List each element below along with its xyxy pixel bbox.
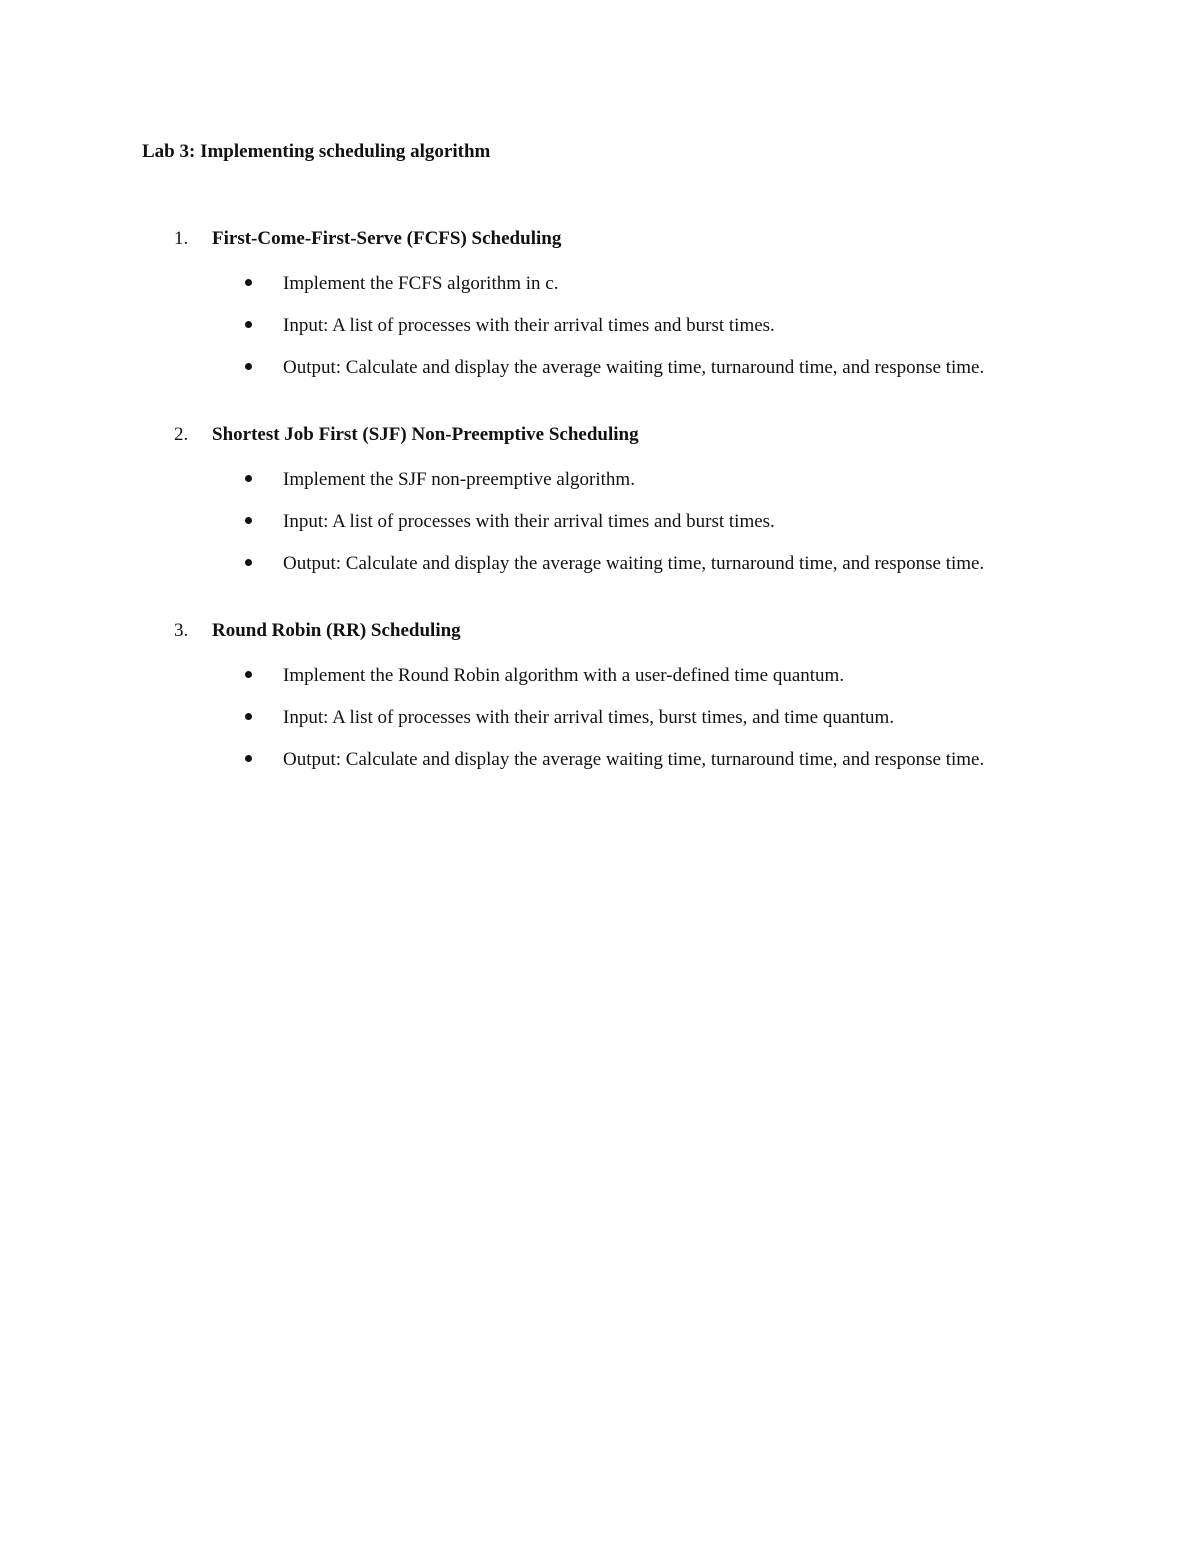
section-number: 3. [174,620,189,641]
section-heading: Round Robin (RR) Scheduling [212,620,461,641]
section-number: 2. [174,424,189,445]
bullet-icon [245,559,252,566]
list-item-text: Output: Calculate and display the average waiting time, turnaround time, and response time. [283,553,985,574]
list-item-text: Implement the FCFS algorithm in c. [283,273,559,294]
list-item-text: Implement the Round Robin algorithm with a user-defined time quantum. [283,665,845,686]
section-heading: Shortest Job First (SJF) Non-Preemptive Scheduling [212,424,639,445]
bullet-icon [245,279,252,286]
bullet-icon [245,671,252,678]
bullet-icon [245,755,252,762]
bullet-icon [245,363,252,370]
document-title: Lab 3: Implementing scheduling algorithm [142,141,491,162]
bullet-icon [245,713,252,720]
list-item-text: Input: A list of processes with their arrival times and burst times. [283,511,775,532]
list-item-text: Output: Calculate and display the average waiting time, turnaround time, and response time. [283,357,985,378]
section-heading: First-Come-First-Serve (FCFS) Scheduling [212,228,562,249]
section-number: 1. [174,228,189,249]
list-item-text: Output: Calculate and display the average waiting time, turnaround time, and response time. [283,749,985,770]
bullet-icon [245,321,252,328]
list-item-text: Input: A list of processes with their arrival times and burst times. [283,315,775,336]
bullet-icon [245,475,252,482]
list-item-text: Input: A list of processes with their arrival times, burst times, and time quantum. [283,707,895,728]
list-item-text: Implement the SJF non-preemptive algorithm. [283,469,635,490]
bullet-icon [245,517,252,524]
